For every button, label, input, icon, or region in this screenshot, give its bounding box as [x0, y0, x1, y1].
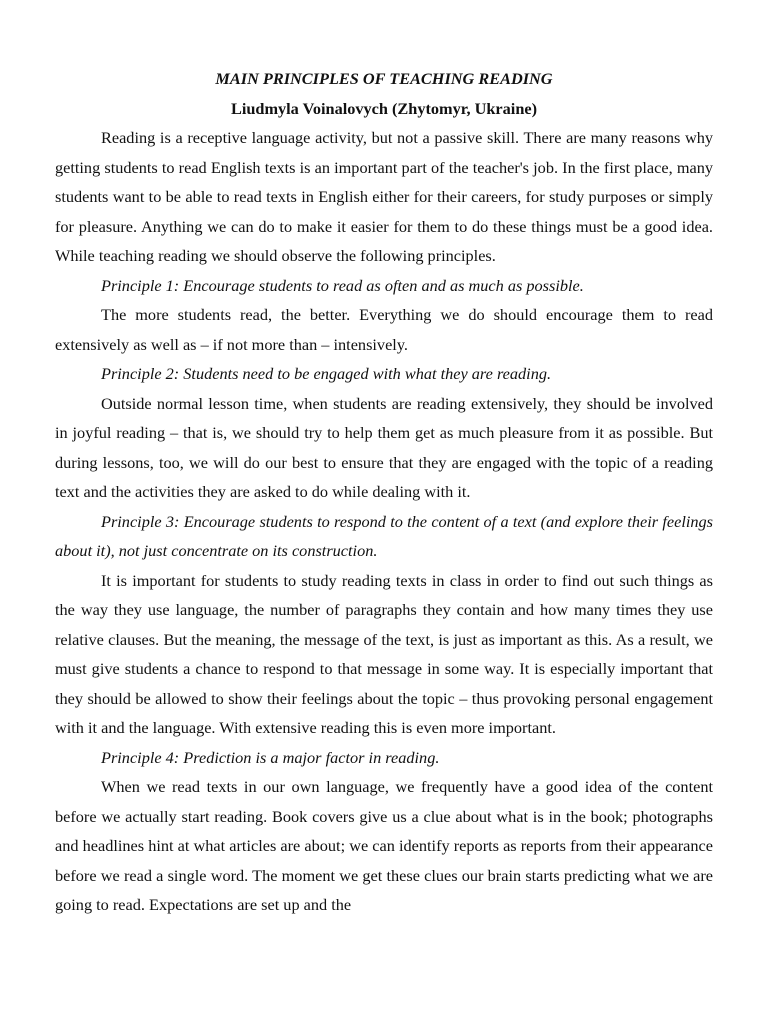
paragraph-principle-1: The more students read, the better. Everything we do should encourage them to read extensively as well as – if not more than – intensively.: [55, 305, 713, 354]
document-body: [55, 64, 713, 920]
document-author: Liudmyla Voinalovych (Zhytomyr, Ukraine): [230, 98, 538, 118]
paragraph-principle-3: It is important for students to study reading texts in class in order to find out such things as the way they use language, the number of paragraphs they contain and how many times they use relative clauses. But the meaning, the message of the text, is just as important as this. As a result, we must give students a chance to respond to that message in some way. It is especially important that they should be allowed to show their feelings about the topic – thus provoking personal engagement with it and the language. With extensive reading this is even more important.: [55, 570, 713, 737]
paragraph-principle-4: When we read texts in our own language, we frequently have a good idea of the content before we actually start reading. Book covers give us a clue about what is in the book; photographs and headlines hint at what articles are about; we can identify reports as reports from their appearance before we read a single word. The moment we get these clues our brain starts predicting what we are going to read. Expectations are set up and the: [55, 777, 713, 914]
principle-1-heading: Principle 1: Encourage students to read as often and as much as possible.: [101, 275, 584, 295]
principle-3-heading: Principle 3: Encourage students to respond to the content of a text (and explore their feelings about it), not just concentrate on its construction.: [55, 511, 713, 560]
document-title: MAIN PRINCIPLES OF TEACHING READING: [215, 69, 553, 88]
principle-2-heading: Principle 2: Students need to be engaged with what they are reading.: [101, 364, 552, 383]
paragraph-intro: Reading is a receptive language activity, but not a passive skill. There are many reasons why getting students to read English texts is an important part of the teacher's job. In the first place, many students want to be able to read texts in English either for their careers, for study purposes or simply for pleasure. Anything we can do to make it easier for them to do these things must be a good idea. While teaching reading we should observe the following principles.: [55, 128, 713, 265]
paragraph-principle-2: Outside normal lesson time, when students are reading extensively, they should be involved in joyful reading – that is, we should try to help them get as much pleasure from it as possible. But during lessons, too, we will do our best to ensure that they are engaged with the topic of a reading text and the activities they are asked to do while dealing with it.: [55, 393, 713, 501]
principle-4-heading: Principle 4: Prediction is a major factor in reading.: [101, 747, 440, 767]
